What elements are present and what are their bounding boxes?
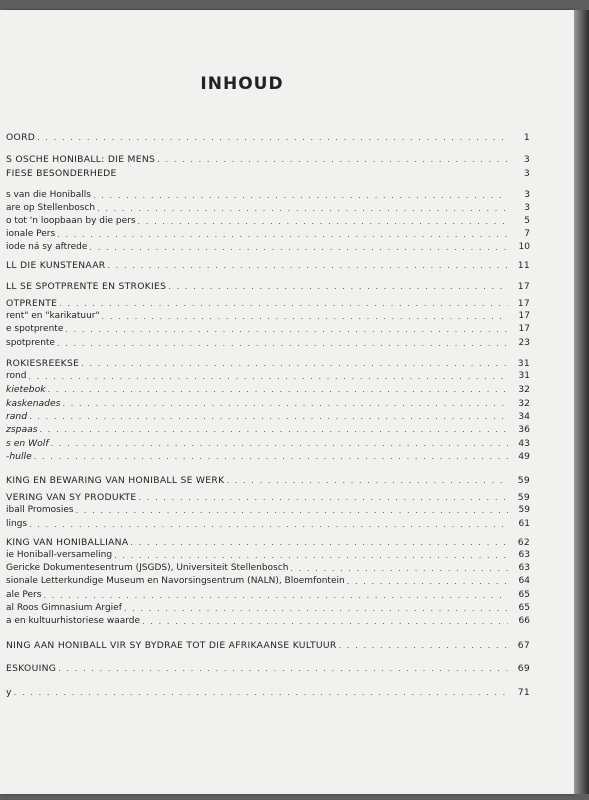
toc-entry-label: -hulle bbox=[6, 451, 32, 462]
toc-entry bbox=[6, 503, 530, 516]
toc-entry-page: 1 bbox=[523, 132, 530, 143]
toc-entry bbox=[6, 279, 530, 292]
toc-entry-label: S OSCHE HONIBALL: DIE MENS bbox=[6, 154, 156, 165]
toc-entry bbox=[6, 130, 530, 143]
toc-entry-label: a en kultuurhistoriese waarde bbox=[6, 616, 141, 626]
toc-entry-page: 3 bbox=[523, 168, 530, 179]
toc-entry bbox=[6, 449, 530, 462]
toc-entry-label: LL SE SPOTPRENTE EN STROKIES bbox=[6, 281, 167, 292]
toc-entry-label: KING EN BEWARING VAN HONIBALL SE WERK bbox=[6, 475, 225, 486]
toc-entry-label: OORD bbox=[6, 132, 36, 143]
toc-entry bbox=[6, 227, 530, 240]
toc-leader-dots bbox=[102, 311, 508, 322]
toc-entry-page: 17 bbox=[518, 311, 530, 321]
toc-entry bbox=[6, 409, 530, 422]
toc-entry bbox=[6, 490, 530, 503]
toc-leader-dots bbox=[58, 663, 508, 674]
toc-entry-page: 31 bbox=[518, 371, 530, 381]
toc-entry-label: o tot 'n loopbaan by die pers bbox=[6, 216, 136, 226]
toc-entry-label: sionale Letterkundige Museum en Navorsingsentrum (NALN), Bloemfontein bbox=[6, 576, 345, 586]
toc-entry-label: y bbox=[6, 687, 12, 698]
toc-entry-page: 67 bbox=[517, 640, 530, 651]
toc-entry bbox=[6, 614, 530, 627]
toc-leader-dots bbox=[157, 154, 508, 165]
toc-entry-label: NING AAN HONIBALL VIR SY BYDRAE TOT DIE AFRIKAANSE KULTUUR bbox=[6, 640, 337, 651]
toc-entry-label: iode ná sy aftrede bbox=[6, 242, 88, 252]
toc-entry bbox=[6, 396, 530, 409]
toc-entry bbox=[6, 422, 530, 435]
toc-entry bbox=[6, 309, 530, 322]
toc-entry bbox=[6, 561, 530, 574]
toc-entry-label: LL DIE KUNSTENAAR bbox=[6, 260, 106, 271]
toc-entry-label: lings bbox=[6, 519, 28, 529]
toc-entry bbox=[6, 517, 530, 530]
toc-entry-label: kietebok bbox=[6, 384, 46, 395]
toc-entry-label: s van die Honiballs bbox=[6, 190, 91, 200]
toc-entry bbox=[6, 548, 530, 561]
toc-entry-page: 3 bbox=[524, 203, 530, 213]
toc-entry bbox=[6, 638, 530, 651]
toc-entry bbox=[6, 201, 530, 214]
toc-entry-page: 23 bbox=[518, 338, 530, 348]
toc-entry-label: rand bbox=[6, 411, 28, 422]
toc-entry bbox=[6, 436, 530, 449]
toc-entry-label: ie Honiball-versameling bbox=[6, 550, 113, 560]
toc-entry-page: 63 bbox=[518, 563, 530, 573]
toc-leader-dots bbox=[57, 229, 508, 240]
toc-leader-dots bbox=[57, 338, 508, 349]
toc-entry-label: OTPRENTE bbox=[6, 298, 58, 309]
toc-entry-label: zspaas bbox=[6, 424, 38, 435]
toc-leader-dots bbox=[130, 537, 508, 548]
toc-entry bbox=[6, 152, 530, 165]
toc-entry-page: 32 bbox=[518, 384, 530, 395]
toc-entry bbox=[6, 685, 530, 698]
toc-entry bbox=[6, 214, 530, 227]
toc-leader-dots bbox=[290, 563, 508, 574]
page-edge-shadow bbox=[574, 10, 589, 794]
toc-entry-page: 71 bbox=[517, 687, 530, 698]
toc-leader-dots bbox=[139, 492, 508, 503]
toc-entry bbox=[6, 188, 530, 201]
toc-entry-label: al Roos Gimnasium Argief bbox=[6, 603, 122, 613]
toc-leader-dots bbox=[48, 384, 508, 395]
toc-entry bbox=[6, 588, 530, 601]
toc-entry bbox=[6, 473, 530, 486]
toc-entry-label: ROKIESREEKSE bbox=[6, 358, 80, 369]
toc-leader-dots bbox=[81, 358, 508, 369]
toc-leader-dots bbox=[29, 519, 508, 530]
toc-leader-dots bbox=[28, 371, 508, 382]
toc-leader-dots bbox=[347, 576, 508, 587]
toc-entry-label: iball Promosies bbox=[6, 505, 74, 515]
book-page bbox=[0, 10, 574, 794]
toc-entry-label: rond bbox=[6, 371, 27, 381]
toc-entry bbox=[6, 369, 530, 382]
toc-entry-label: KING VAN HONIBALLIANA bbox=[6, 537, 129, 548]
toc-leader-dots bbox=[97, 203, 508, 214]
toc-entry-label: are op Stellenbosch bbox=[6, 203, 96, 213]
toc-entry-label: ESKOUING bbox=[6, 663, 57, 674]
toc-leader-dots bbox=[138, 216, 508, 227]
toc-entry-label: Gericke Dokumentesentrum (JSGDS), Universiteit Stellenbosch bbox=[6, 563, 289, 573]
toc-entry bbox=[6, 356, 530, 369]
toc-entry-label: FIESE BESONDERHEDE bbox=[6, 168, 117, 179]
toc-entry-page: 59 bbox=[517, 492, 530, 503]
toc-leader-dots bbox=[226, 475, 508, 486]
toc-entry-label: s en Wolf bbox=[6, 438, 49, 449]
toc-leader-dots bbox=[142, 616, 508, 627]
toc-leader-dots bbox=[168, 281, 508, 292]
toc-entry bbox=[6, 382, 530, 395]
toc-entry-page: 3 bbox=[524, 190, 530, 200]
toc-entry-page: 10 bbox=[518, 242, 530, 252]
toc-entry bbox=[6, 336, 530, 349]
toc-entry-label: e spotprente bbox=[6, 324, 64, 334]
toc-entry bbox=[6, 166, 530, 179]
toc-leader-dots bbox=[93, 190, 508, 201]
toc-entry-page: 7 bbox=[524, 229, 530, 239]
toc-leader-dots bbox=[29, 411, 508, 422]
toc-leader-dots bbox=[62, 398, 508, 409]
toc-entry bbox=[6, 601, 530, 614]
toc-leader-dots bbox=[339, 640, 508, 651]
toc-entry-page: 32 bbox=[518, 398, 530, 409]
toc-entry-page: 34 bbox=[518, 411, 530, 422]
toc-entry-page: 62 bbox=[517, 537, 530, 548]
toc-entry-page: 59 bbox=[517, 475, 530, 486]
toc-entry bbox=[6, 240, 530, 253]
toc-entry-label: ale Pers bbox=[6, 590, 42, 600]
toc-leader-dots bbox=[40, 424, 509, 435]
toc-leader-dots bbox=[14, 687, 508, 698]
toc-entry-page: 65 bbox=[518, 590, 530, 600]
toc-leader-dots bbox=[76, 505, 508, 516]
toc-entry bbox=[6, 661, 530, 674]
toc-entry-page: 5 bbox=[524, 216, 530, 226]
toc-entry-page: 59 bbox=[518, 505, 530, 515]
toc-entry-page: 66 bbox=[518, 616, 530, 626]
toc-entry-page: 17 bbox=[517, 298, 530, 309]
toc-leader-dots bbox=[34, 451, 508, 462]
toc-entry-page: 49 bbox=[518, 451, 530, 462]
page-title: INHOUD bbox=[200, 74, 284, 94]
toc-entry-page: 65 bbox=[518, 603, 530, 613]
toc-entry-page: 69 bbox=[517, 663, 530, 674]
toc-leader-dots bbox=[37, 132, 508, 143]
toc-entry-page: 3 bbox=[523, 154, 530, 165]
toc-entry bbox=[6, 296, 530, 309]
toc-entry bbox=[6, 535, 530, 548]
toc-entry-page: 11 bbox=[517, 260, 530, 271]
toc-entry-page: 17 bbox=[518, 324, 530, 334]
toc-entry-label: VERING VAN SY PRODUKTE bbox=[6, 492, 137, 503]
toc-entry bbox=[6, 258, 530, 271]
toc-entry-page: 43 bbox=[518, 438, 530, 449]
toc-leader-dots bbox=[107, 260, 508, 271]
toc-entry-label: ionale Pers bbox=[6, 229, 56, 239]
toc-leader-dots bbox=[124, 603, 508, 614]
toc-entry-label: kaskenades bbox=[6, 398, 61, 409]
toc-entry-label: rent" en "karikatuur" bbox=[6, 311, 100, 321]
toc-leader-dots bbox=[43, 590, 508, 601]
toc-entry-page: 63 bbox=[518, 550, 530, 560]
toc-leader-dots bbox=[89, 242, 508, 253]
toc-entry bbox=[6, 574, 530, 587]
toc-entry-page: 17 bbox=[517, 281, 530, 292]
toc-leader-dots bbox=[65, 324, 508, 335]
toc-entry-page: 36 bbox=[518, 424, 530, 435]
toc-entry-page: 64 bbox=[518, 576, 530, 586]
toc-entry-page: 61 bbox=[518, 519, 530, 529]
toc-leader-dots bbox=[114, 550, 508, 561]
toc-entry bbox=[6, 322, 530, 335]
toc-leader-dots bbox=[51, 438, 508, 449]
toc-leader-dots bbox=[59, 298, 508, 309]
toc-entry-page: 31 bbox=[517, 358, 530, 369]
toc-entry-label: spotprente bbox=[6, 338, 55, 348]
